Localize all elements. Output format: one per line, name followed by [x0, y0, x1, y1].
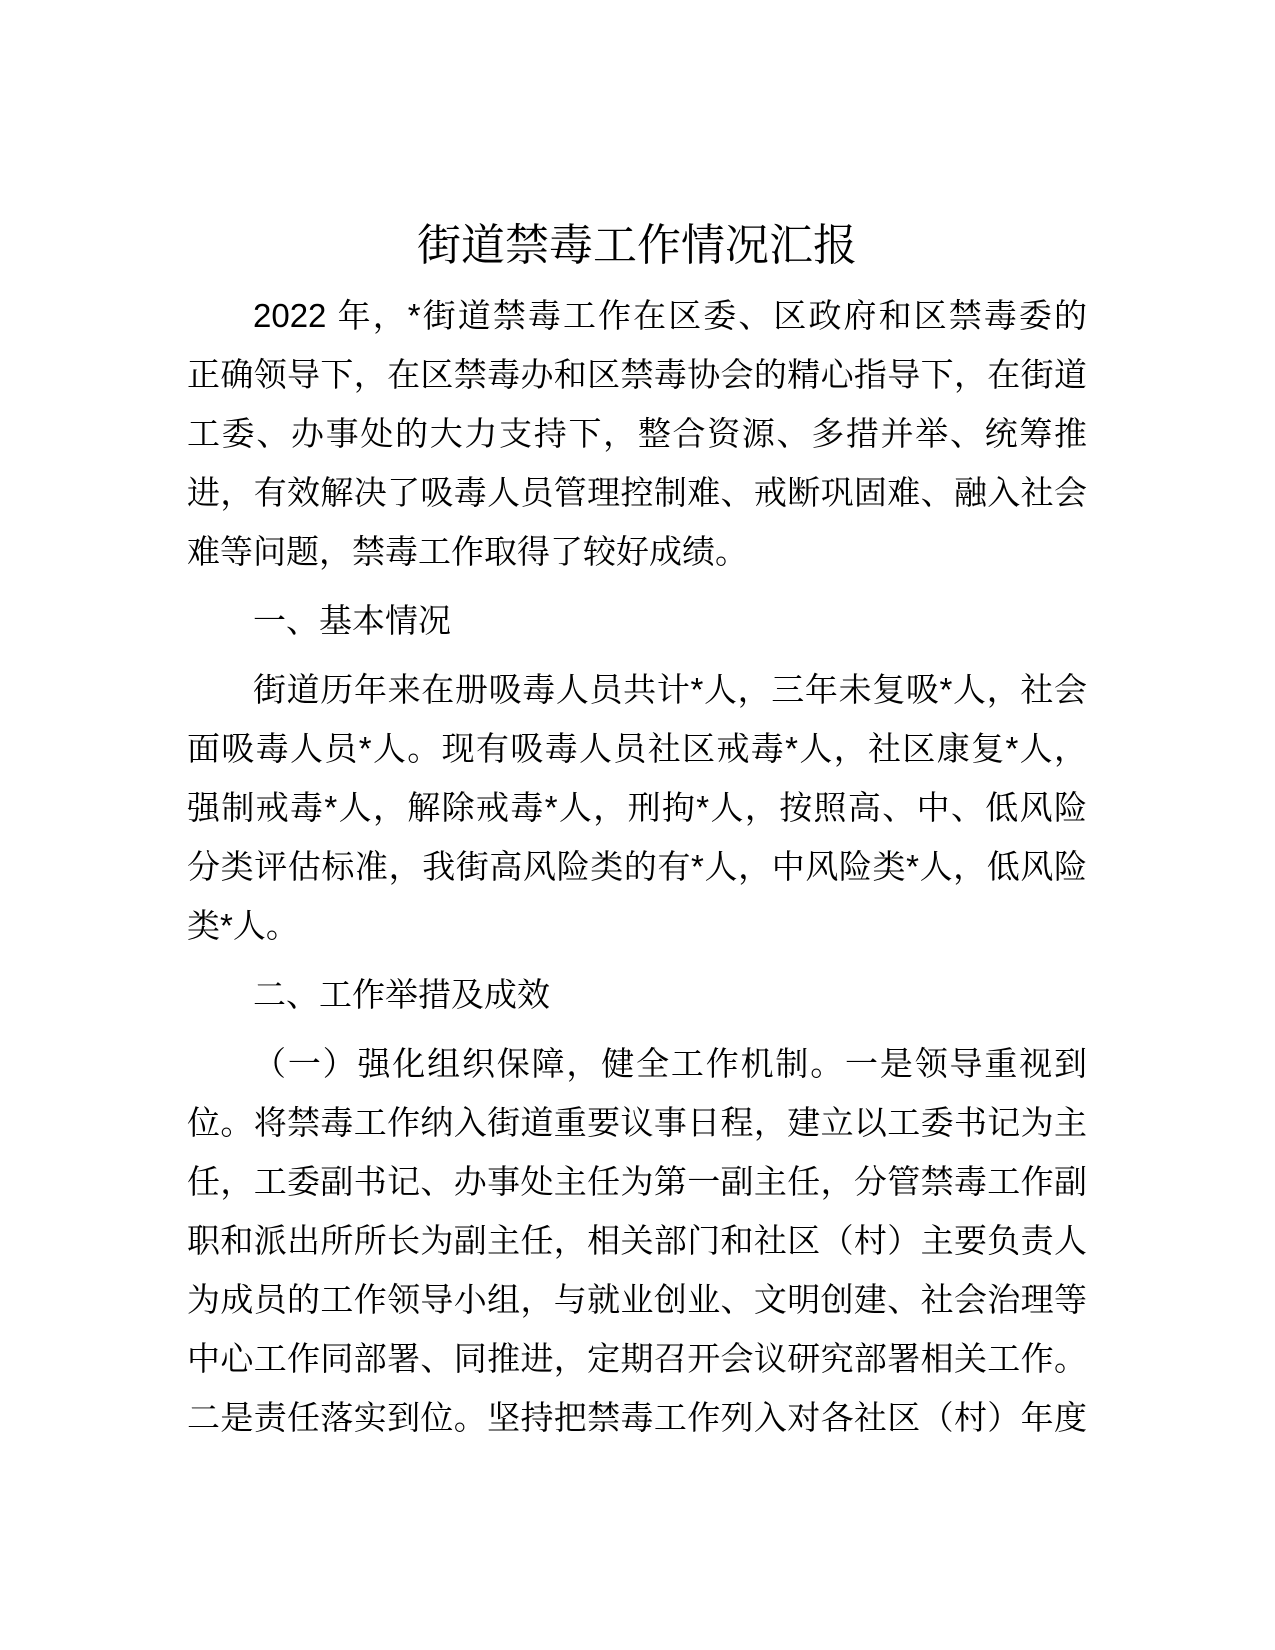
text-line: 街道历年来在册吸毒人员共计*人，三年未复吸*人，社会	[253, 671, 1087, 708]
page-title: 街道禁毒工作情况汇报	[417, 221, 857, 270]
section-heading-basic-situation	[187, 591, 1087, 650]
text-line: 正确领导下，在区禁毒办和区禁毒协会的精心指导下，在街道	[187, 356, 1087, 393]
section-heading-work-measures	[187, 965, 1087, 1024]
text-line: 进，有效解决了吸毒人员管理控制难、戒断巩固难、融入社会	[187, 474, 1087, 511]
text-line: 中心工作同部署、同推进，定期召开会议研究部署相关工作。	[187, 1340, 1087, 1377]
text-line: 位。将禁毒工作纳入街道重要议事日程，建立以工委书记为主	[187, 1104, 1087, 1141]
paragraph-intro	[187, 286, 1087, 581]
text-line: 为成员的工作领导小组，与就业创业、文明创建、社会治理等	[187, 1281, 1087, 1318]
text-line: 二、工作举措及成效	[253, 976, 550, 1013]
text-line: 强制戒毒*人，解除戒毒*人，刑拘*人，按照高、中、低风险	[187, 789, 1087, 826]
text-line: 分类评估标准，我街高风险类的有*人，中风险类*人，低风险	[187, 848, 1087, 885]
text-line: 2022 年，*街道禁毒工作在区委、区政府和区禁毒委的	[253, 297, 1087, 334]
text-line: 任，工委副书记、办事处主任为第一副主任，分管禁毒工作副	[187, 1163, 1087, 1200]
text-line: 类*人。	[187, 907, 299, 944]
text-line: 二是责任落实到位。坚持把禁毒工作列入对各社区（村）年度	[187, 1399, 1087, 1436]
document-content	[187, 0, 1087, 1447]
text-line: 难等问题，禁毒工作取得了较好成绩。	[187, 533, 748, 570]
text-line: 职和派出所所长为副主任，相关部门和社区（村）主要负责人	[187, 1222, 1087, 1259]
text-line: 工委、办事处的大力支持下，整合资源、多措并举、统筹推	[187, 415, 1087, 452]
text-line: （一）强化组织保障，健全工作机制。一是领导重视到	[253, 1045, 1087, 1082]
paragraph-basic-situation	[187, 660, 1087, 955]
paragraph-work-measures	[187, 1034, 1087, 1447]
text-line: 面吸毒人员*人。现有吸毒人员社区戒毒*人，社区康复*人，	[187, 730, 1087, 767]
text-line: 一、基本情况	[253, 602, 451, 639]
